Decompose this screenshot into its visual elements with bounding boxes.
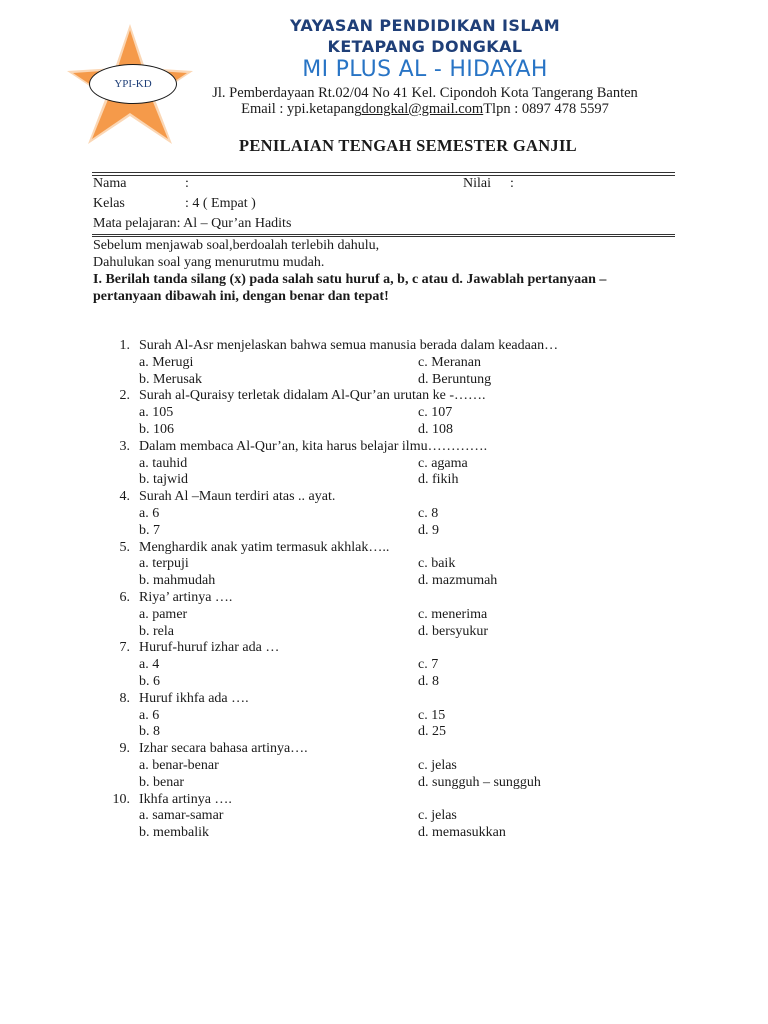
option-d: d. 9 xyxy=(418,522,439,538)
option-b: b. 106 xyxy=(139,421,174,437)
option-c: c. baik xyxy=(418,556,456,572)
question-text: Dalam membaca Al-Qur’an, kita harus belajar ilmu…………. xyxy=(139,438,488,454)
option-b: b. rela xyxy=(139,623,174,639)
option-b: b. 7 xyxy=(139,522,160,538)
option-b: b. tajwid xyxy=(139,472,188,488)
option-c: c. agama xyxy=(418,455,468,471)
option-d: d. sungguh – sungguh xyxy=(418,774,541,790)
option-b: b. 8 xyxy=(139,724,160,740)
question-item xyxy=(0,741,768,791)
question-text: Riya’ artinya …. xyxy=(139,589,233,605)
option-a: a. 6 xyxy=(139,505,160,521)
subject-line: Mata pelajaran: Al – Qur’an Hadits xyxy=(93,216,292,231)
school-address: Jl. Pemberdayaan Rt.02/04 No 41 Kel. Cipondoh Kota Tangerang Banten xyxy=(212,85,638,101)
option-d: d. 25 xyxy=(418,724,446,740)
option-b: b. Merusak xyxy=(139,371,202,387)
logo-badge-text: YPI-KD xyxy=(89,64,177,104)
question-item xyxy=(0,540,768,590)
option-c: c. 15 xyxy=(418,707,446,723)
question-item xyxy=(0,388,768,438)
name-separator: : xyxy=(185,176,189,191)
phone-number: Tlpn : 0897 478 5597 xyxy=(483,101,609,117)
option-a: a. samar-samar xyxy=(139,808,224,824)
option-c: c. 8 xyxy=(418,505,439,521)
option-a: a. 4 xyxy=(139,657,160,673)
option-c: c. jelas xyxy=(418,808,457,824)
header-divider-top xyxy=(92,172,675,173)
info-divider-bottom xyxy=(92,236,675,237)
question-text: Surah Al-Asr menjelaskan bahwa semua manusia berada dalam keadaan… xyxy=(139,338,559,353)
option-d: d. memasukkan xyxy=(418,825,506,841)
question-number: 7. xyxy=(119,640,130,656)
question-item xyxy=(0,439,768,489)
question-text: Ikhfa artinya …. xyxy=(139,791,232,807)
exam-title: PENILAIAN TENGAH SEMESTER GANJIL xyxy=(239,136,577,155)
question-number: 1. xyxy=(119,338,130,353)
question-number: 6. xyxy=(119,589,130,605)
email-prefix: Email : ypi.ketapang xyxy=(241,101,362,117)
option-d: d. 8 xyxy=(418,673,439,689)
option-c: c. Meranan xyxy=(418,354,481,370)
question-text: Huruf-huruf izhar ada … xyxy=(139,640,280,656)
option-a: a. Merugi xyxy=(139,354,194,370)
question-number: 3. xyxy=(119,438,130,454)
question-number: 2. xyxy=(119,388,130,404)
score-label: Nilai xyxy=(463,176,491,191)
question-number: 5. xyxy=(119,539,130,555)
email-link[interactable]: dongkal@gmail.com xyxy=(361,101,484,117)
question-text: Izhar secara bahasa artinya…. xyxy=(139,741,308,757)
class-label: Kelas xyxy=(93,196,125,211)
option-b: b. 6 xyxy=(139,673,160,689)
option-a: a. pamer xyxy=(139,606,188,622)
option-c: c. 7 xyxy=(418,657,439,673)
question-text: Surah Al –Maun terdiri atas .. ayat. xyxy=(139,489,336,505)
question-number: 4. xyxy=(119,489,130,505)
question-item xyxy=(0,590,768,640)
option-b: b. mahmudah xyxy=(139,573,216,589)
option-a: a. benar-benar xyxy=(139,757,219,773)
question-item xyxy=(0,489,768,539)
question-number: 9. xyxy=(119,741,130,757)
score-separator: : xyxy=(510,176,514,191)
intro-line-2: Dahulukan soal yang menurutmu mudah. xyxy=(93,255,325,270)
option-d: d. Beruntung xyxy=(418,371,492,387)
school-name: MI PLUS AL - HIDAYAH xyxy=(302,57,548,82)
option-a: a. 6 xyxy=(139,707,160,723)
option-b: b. benar xyxy=(139,774,185,790)
option-b: b. membalik xyxy=(139,825,209,841)
option-a: a. terpuji xyxy=(139,556,189,572)
question-number: 10. xyxy=(112,791,130,807)
intro-line-1: Sebelum menjawab soal,berdoalah terlebih dahulu, xyxy=(93,238,380,253)
school-contact xyxy=(180,101,670,118)
instruction-line-1: I. Berilah tanda silang (x) pada salah satu huruf a, b, c atau d. Jawablah pertanyaan – xyxy=(93,272,607,287)
question-item xyxy=(0,792,768,842)
question-item xyxy=(0,338,768,388)
header-divider-bottom xyxy=(92,175,675,176)
question-number: 8. xyxy=(119,690,130,706)
option-c: c. jelas xyxy=(418,757,457,773)
organization-name-line2: KETAPANG DONGKAL xyxy=(327,37,523,56)
option-a: a. 105 xyxy=(139,405,174,421)
info-divider-top xyxy=(92,234,675,235)
question-item xyxy=(0,691,768,741)
question-text: Menghardik anak yatim termasuk akhlak….. xyxy=(139,539,390,555)
question-text: Huruf ikhfa ada …. xyxy=(139,690,249,706)
option-d: d. mazmumah xyxy=(418,573,498,589)
instruction-line-2: pertanyaan dibawah ini, dengan benar dan tepat! xyxy=(93,289,389,304)
option-c: c. 107 xyxy=(418,405,453,421)
question-text: Surah al-Quraisy terletak didalam Al-Qur’an urutan ke -……. xyxy=(139,388,486,404)
name-label: Nama xyxy=(93,176,127,191)
option-a: a. tauhid xyxy=(139,455,188,471)
organization-name-line1: YAYASAN PENDIDIKAN ISLAM xyxy=(289,16,561,35)
option-c: c. menerima xyxy=(418,606,488,622)
class-value: : 4 ( Empat ) xyxy=(185,196,256,211)
question-list xyxy=(0,338,768,842)
option-d: d. fikih xyxy=(418,472,459,488)
option-d: d. 108 xyxy=(418,421,453,437)
option-d: d. bersyukur xyxy=(418,623,488,639)
question-item xyxy=(0,640,768,690)
